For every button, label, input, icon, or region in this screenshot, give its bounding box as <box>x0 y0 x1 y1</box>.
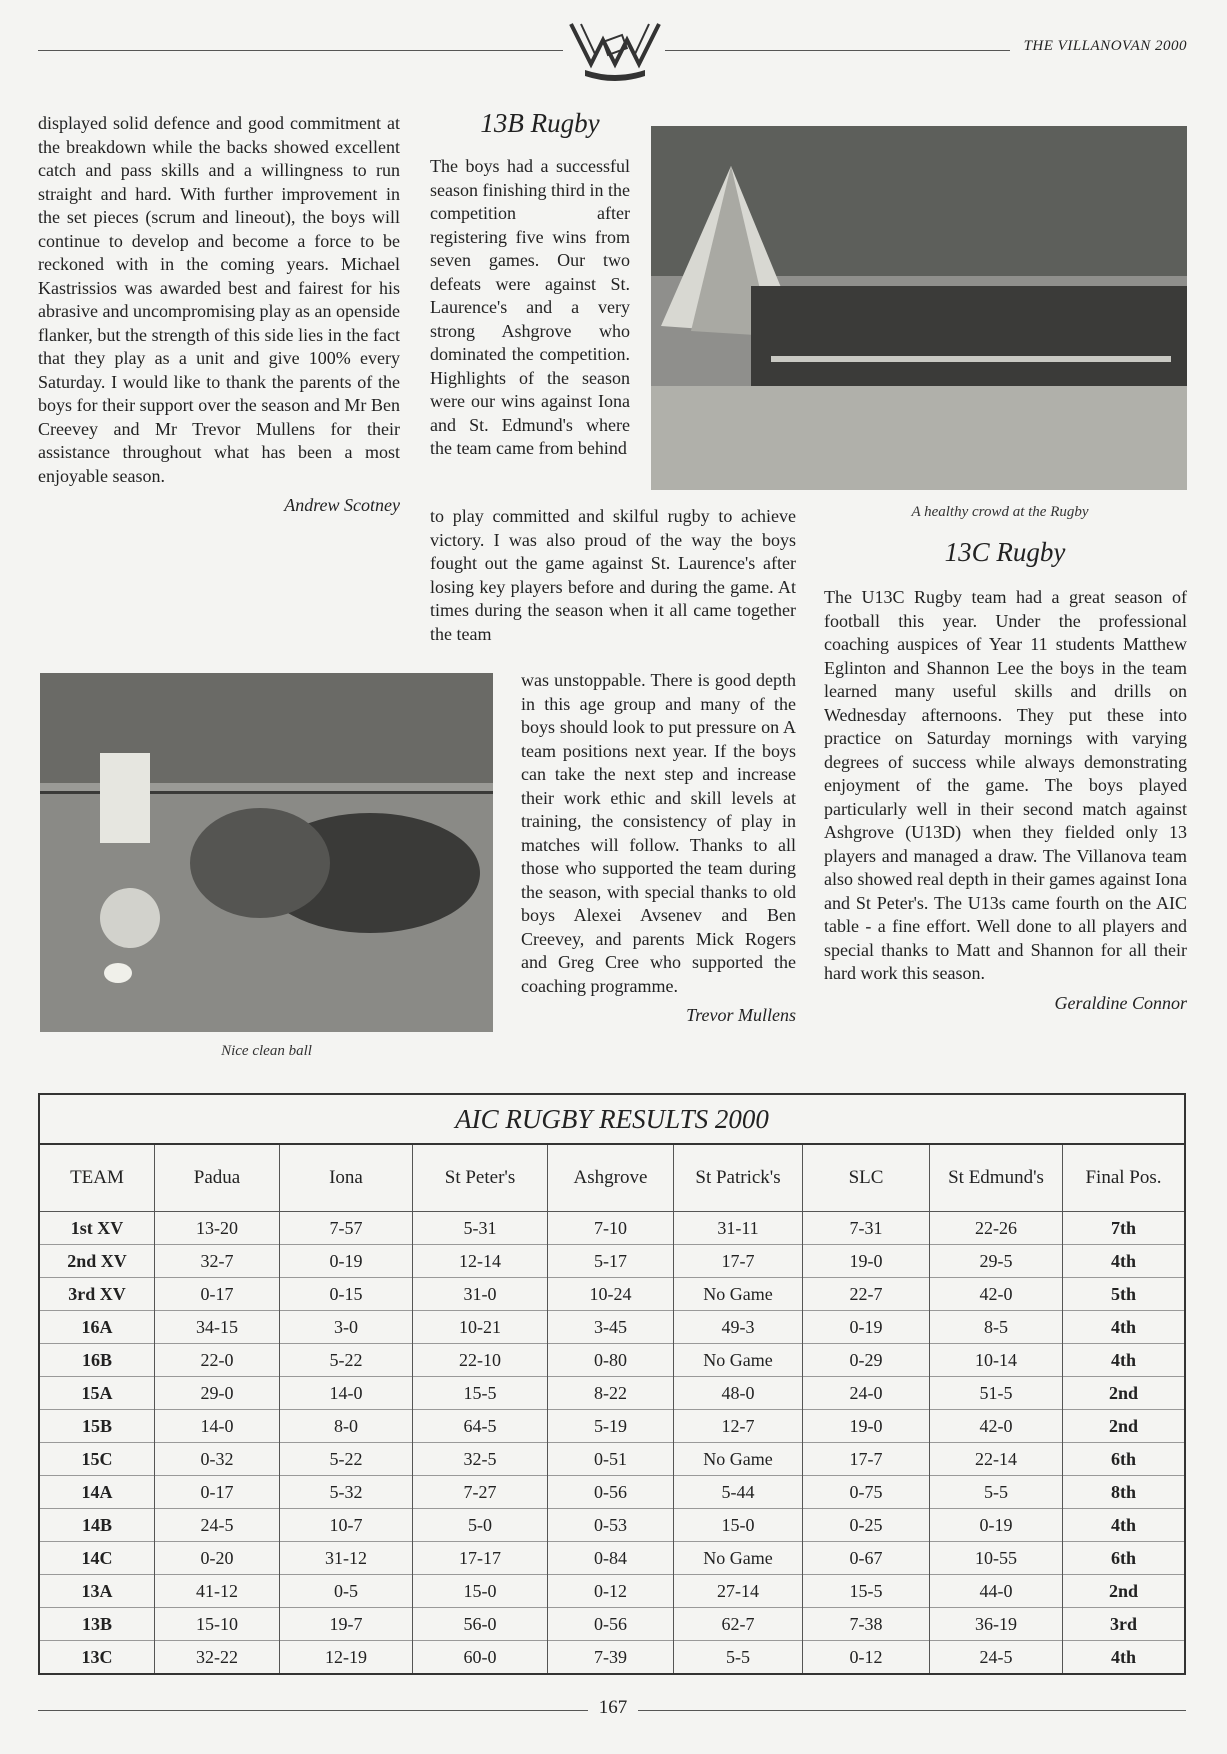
article-13b-text-part2 <box>430 505 796 646</box>
score-cell: 0-19 <box>803 1311 930 1344</box>
results-table-title: AIC RUGBY RESULTS 2000 <box>40 1095 1184 1145</box>
score-cell: 0-19 <box>930 1509 1063 1542</box>
score-cell: 0-17 <box>155 1476 280 1509</box>
score-cell: 31-12 <box>280 1542 413 1575</box>
score-cell: 42-0 <box>930 1410 1063 1443</box>
score-cell: 44-0 <box>930 1575 1063 1608</box>
score-cell: 0-56 <box>548 1476 674 1509</box>
score-cell: 51-5 <box>930 1377 1063 1410</box>
score-cell: 0-25 <box>803 1509 930 1542</box>
score-cell: 5-32 <box>280 1476 413 1509</box>
score-cell: 31-0 <box>413 1278 548 1311</box>
score-cell: 7-38 <box>803 1608 930 1641</box>
score-cell: 0-29 <box>803 1344 930 1377</box>
team-cell: 2nd XV <box>40 1245 155 1278</box>
score-cell: 41-12 <box>155 1575 280 1608</box>
final-position-cell: 2nd <box>1063 1377 1185 1410</box>
final-position-cell: 7th <box>1063 1212 1185 1245</box>
team-cell: 3rd XV <box>40 1278 155 1311</box>
score-cell: 15-10 <box>155 1608 280 1641</box>
score-cell: 0-53 <box>548 1509 674 1542</box>
table-row <box>40 1311 1184 1344</box>
score-cell: 3-45 <box>548 1311 674 1344</box>
article-13b-text-part1 <box>430 155 630 461</box>
school-crest-logo <box>565 18 665 82</box>
team-cell: 13C <box>40 1641 155 1674</box>
score-cell: 0-5 <box>280 1575 413 1608</box>
score-cell: 60-0 <box>413 1641 548 1674</box>
scrum-photo-drawing <box>40 673 493 1032</box>
score-cell: 7-10 <box>548 1212 674 1245</box>
score-cell: 5-44 <box>674 1476 803 1509</box>
final-position-cell: 8th <box>1063 1476 1185 1509</box>
score-cell: 24-5 <box>155 1509 280 1542</box>
table-row <box>40 1608 1184 1641</box>
column-header: St Edmund's <box>930 1145 1063 1212</box>
article-13b-paragraph-1: The boys had a successful season finishing third in the competition after registering five wins from seven games. Our two defeats were against St. Laurence's and a very strong Ashgrove who dominated the competition. Highlights of the season were our wins against Iona and St. Edmund's where the team came from behind <box>430 156 630 458</box>
score-cell: 0-75 <box>803 1476 930 1509</box>
article-13c-paragraph: The U13C Rugby team had a great season of football this year. Under the professional coaching auspices of Year 11 students Matthew Eglinton and Shannon Lee the boys in the team learned many useful skills and drills on Wednesday afternoons. They put these into practice on Saturday mornings with varying degrees of success while always demonstrating enjoyment of the game. The boys played particularly well in their second match against Ashgrove (U13D) when they fielded only 13 players and managed a draw. The Villanova team also showed real depth in their games against Iona and St Peter's. The U13s came fourth on the AIC table - a fine effort. Well done to all players and special thanks to Matt and Shannon for all their hard work this season. <box>824 587 1187 983</box>
score-cell: No Game <box>674 1278 803 1311</box>
score-cell: 0-15 <box>280 1278 413 1311</box>
final-position-cell: 3rd <box>1063 1608 1185 1641</box>
score-cell: 5-22 <box>280 1443 413 1476</box>
score-cell: 0-84 <box>548 1542 674 1575</box>
column-header: Iona <box>280 1145 413 1212</box>
score-cell: 0-17 <box>155 1278 280 1311</box>
score-cell: 15-5 <box>413 1377 548 1410</box>
score-cell: 10-21 <box>413 1311 548 1344</box>
score-cell: 8-5 <box>930 1311 1063 1344</box>
score-cell: No Game <box>674 1344 803 1377</box>
table-body <box>40 1212 1184 1674</box>
column-header: St Peter's <box>413 1145 548 1212</box>
publication-title: THE VILLANOVAN 2000 <box>1023 38 1187 54</box>
score-cell: 5-22 <box>280 1344 413 1377</box>
score-cell: 22-26 <box>930 1212 1063 1245</box>
score-cell: 27-14 <box>674 1575 803 1608</box>
table-row <box>40 1542 1184 1575</box>
table-header-row <box>40 1145 1184 1212</box>
left-column-text <box>38 112 400 518</box>
results-table <box>40 1145 1184 1673</box>
score-cell: 3-0 <box>280 1311 413 1344</box>
score-cell: 7-57 <box>280 1212 413 1245</box>
score-cell: 8-0 <box>280 1410 413 1443</box>
score-cell: 15-0 <box>674 1509 803 1542</box>
score-cell: 64-5 <box>413 1410 548 1443</box>
team-cell: 15A <box>40 1377 155 1410</box>
score-cell: 5-0 <box>413 1509 548 1542</box>
score-cell: 24-0 <box>803 1377 930 1410</box>
score-cell: 17-7 <box>803 1443 930 1476</box>
team-cell: 13B <box>40 1608 155 1641</box>
score-cell: 15-0 <box>413 1575 548 1608</box>
article-13b-paragraph-3: was unstoppable. There is good depth in this age group and many of the boys should look to put pressure on A team positions next year. If the boys can take the next step and increase their work ethic and skill levels at training, the consistency of play in matches will follow. Thanks to all those who supported the team during the season, with special thanks to old boys Alexei Avsenev and Ben Creevey, and parents Mick Rogers and Greg Cree who supported the coaching programme. <box>521 670 796 996</box>
table-row <box>40 1509 1184 1542</box>
left-column-paragraph: displayed solid defence and good commitment at the breakdown while the backs showed excellent catch and pass skills and a willingness to run straight and hard. With further improvement in the set pieces (scrum and lineout), the boys will continue to develop and become a force to be reckoned with in the coming years. Michael Kastrissios was awarded best and fairest for his abrasive and uncompromising play as an openside flanker, but the strength of this side lies in the fact that they play as a unit and give 100% every Saturday. I would like to thank the parents of the boys for their support over the season and Mr Ben Creevey and Mr Trevor Mullens for their assistance throughout what has been a most enjoyable season. <box>38 113 400 486</box>
crowd-photo <box>651 126 1187 490</box>
score-cell: 10-14 <box>930 1344 1063 1377</box>
team-cell: 14C <box>40 1542 155 1575</box>
score-cell: 7-39 <box>548 1641 674 1674</box>
score-cell: 12-14 <box>413 1245 548 1278</box>
table-row <box>40 1245 1184 1278</box>
score-cell: 0-67 <box>803 1542 930 1575</box>
score-cell: 7-27 <box>413 1476 548 1509</box>
table-row <box>40 1212 1184 1245</box>
score-cell: 19-0 <box>803 1410 930 1443</box>
team-cell: 14B <box>40 1509 155 1542</box>
score-cell: 22-7 <box>803 1278 930 1311</box>
score-cell: 5-5 <box>930 1476 1063 1509</box>
final-position-cell: 6th <box>1063 1542 1185 1575</box>
team-cell: 15B <box>40 1410 155 1443</box>
score-cell: 10-7 <box>280 1509 413 1542</box>
final-position-cell: 4th <box>1063 1344 1185 1377</box>
final-position-cell: 4th <box>1063 1509 1185 1542</box>
score-cell: 0-12 <box>803 1641 930 1674</box>
score-cell: 0-19 <box>280 1245 413 1278</box>
score-cell: 15-5 <box>803 1575 930 1608</box>
column-header: SLC <box>803 1145 930 1212</box>
scrum-photo-caption: Nice clean ball <box>221 1043 312 1059</box>
final-position-cell: 6th <box>1063 1443 1185 1476</box>
table-row <box>40 1575 1184 1608</box>
final-position-cell: 2nd <box>1063 1575 1185 1608</box>
column-header: TEAM <box>40 1145 155 1212</box>
article-heading-13c: 13C Rugby <box>944 537 1066 567</box>
score-cell: 0-80 <box>548 1344 674 1377</box>
author-signature: Andrew Scotney <box>284 495 400 515</box>
score-cell: 8-22 <box>548 1377 674 1410</box>
column-header: Ashgrove <box>548 1145 674 1212</box>
score-cell: 5-31 <box>413 1212 548 1245</box>
column-header: Final Pos. <box>1063 1145 1185 1212</box>
article-13c-text <box>824 586 1187 1015</box>
score-cell: 42-0 <box>930 1278 1063 1311</box>
header-rule-left <box>38 50 563 51</box>
score-cell: 14-0 <box>155 1410 280 1443</box>
score-cell: 32-22 <box>155 1641 280 1674</box>
score-cell: 17-7 <box>674 1245 803 1278</box>
final-position-cell: 4th <box>1063 1311 1185 1344</box>
article-13b-text-part3 <box>521 669 796 1028</box>
final-position-cell: 4th <box>1063 1641 1185 1674</box>
table-row <box>40 1443 1184 1476</box>
author-signature: Trevor Mullens <box>686 1005 796 1025</box>
table-row <box>40 1377 1184 1410</box>
score-cell: 32-7 <box>155 1245 280 1278</box>
team-cell: 15C <box>40 1443 155 1476</box>
results-table-box <box>38 1093 1186 1675</box>
score-cell: 7-31 <box>803 1212 930 1245</box>
column-header: St Patrick's <box>674 1145 803 1212</box>
score-cell: 0-51 <box>548 1443 674 1476</box>
score-cell: 0-12 <box>548 1575 674 1608</box>
score-cell: 48-0 <box>674 1377 803 1410</box>
crowd-photo-drawing <box>651 126 1187 490</box>
score-cell: 29-0 <box>155 1377 280 1410</box>
team-cell: 16A <box>40 1311 155 1344</box>
page-number: 167 <box>588 1697 638 1719</box>
team-cell: 14A <box>40 1476 155 1509</box>
score-cell: 49-3 <box>674 1311 803 1344</box>
score-cell: 36-19 <box>930 1608 1063 1641</box>
crowd-photo-caption: A healthy crowd at the Rugby <box>911 504 1089 520</box>
score-cell: 0-32 <box>155 1443 280 1476</box>
final-position-cell: 2nd <box>1063 1410 1185 1443</box>
score-cell: 12-19 <box>280 1641 413 1674</box>
table-row <box>40 1641 1184 1674</box>
score-cell: 24-5 <box>930 1641 1063 1674</box>
author-signature: Geraldine Connor <box>1054 992 1187 1013</box>
article-13b-paragraph-2: to play committed and skilful rugby to achieve victory. I was also proud of the way the boys fought out the game against St. Laurence's after losing key players before and during the game. At times during the season when it all came together the team <box>430 506 796 644</box>
score-cell: 31-11 <box>674 1212 803 1245</box>
score-cell: 10-55 <box>930 1542 1063 1575</box>
score-cell: 0-20 <box>155 1542 280 1575</box>
score-cell: 22-0 <box>155 1344 280 1377</box>
table-row <box>40 1476 1184 1509</box>
score-cell: 5-19 <box>548 1410 674 1443</box>
table-row <box>40 1410 1184 1443</box>
score-cell: 22-14 <box>930 1443 1063 1476</box>
score-cell: 12-7 <box>674 1410 803 1443</box>
score-cell: 19-7 <box>280 1608 413 1641</box>
score-cell: 10-24 <box>548 1278 674 1311</box>
team-cell: 13A <box>40 1575 155 1608</box>
score-cell: 5-5 <box>674 1641 803 1674</box>
score-cell: No Game <box>674 1542 803 1575</box>
article-heading-13b: 13B Rugby <box>480 108 600 138</box>
score-cell: 0-56 <box>548 1608 674 1641</box>
final-position-cell: 5th <box>1063 1278 1185 1311</box>
team-cell: 16B <box>40 1344 155 1377</box>
score-cell: 32-5 <box>413 1443 548 1476</box>
score-cell: 19-0 <box>803 1245 930 1278</box>
scrum-photo <box>40 673 493 1032</box>
score-cell: 29-5 <box>930 1245 1063 1278</box>
header-rule-right <box>665 50 1010 51</box>
score-cell: 14-0 <box>280 1377 413 1410</box>
final-position-cell: 4th <box>1063 1245 1185 1278</box>
score-cell: No Game <box>674 1443 803 1476</box>
score-cell: 17-17 <box>413 1542 548 1575</box>
score-cell: 5-17 <box>548 1245 674 1278</box>
score-cell: 34-15 <box>155 1311 280 1344</box>
table-row <box>40 1278 1184 1311</box>
column-header: Padua <box>155 1145 280 1212</box>
table-row <box>40 1344 1184 1377</box>
score-cell: 22-10 <box>413 1344 548 1377</box>
score-cell: 13-20 <box>155 1212 280 1245</box>
score-cell: 62-7 <box>674 1608 803 1641</box>
team-cell: 1st XV <box>40 1212 155 1245</box>
score-cell: 56-0 <box>413 1608 548 1641</box>
